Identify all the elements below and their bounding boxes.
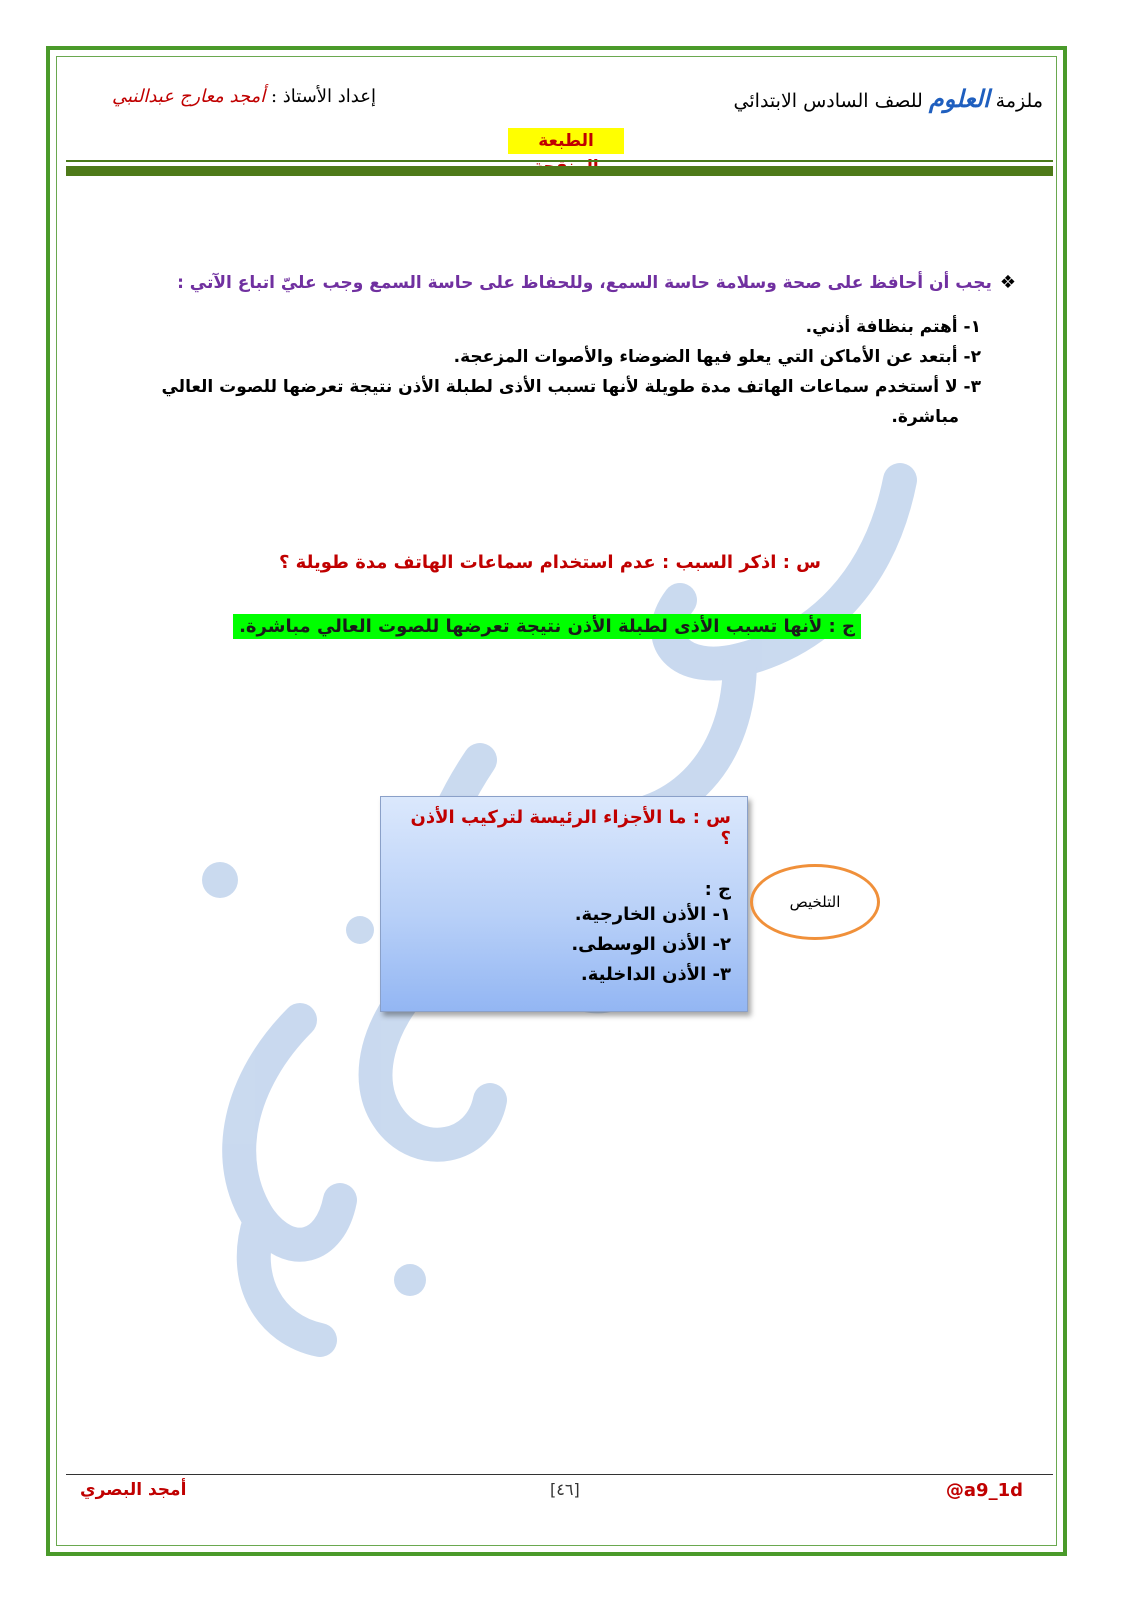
summary-box	[380, 796, 748, 1012]
prepared-by-label: إعداد الأستاذ :	[265, 86, 376, 107]
summary-label-text: التلخيص	[789, 893, 841, 911]
list-item: ٢- الأذن الوسطى.	[571, 934, 731, 955]
prepared-by	[112, 86, 376, 107]
summary-answer-label: ج :	[704, 879, 731, 900]
summary-oval-label	[750, 864, 880, 940]
grade-label: للصف السادس الابتدائي	[733, 90, 929, 112]
intro-statement	[177, 272, 1016, 293]
edition-badge: الطبعة	[508, 128, 624, 154]
header-divider-thick	[66, 166, 1053, 176]
footer-handle: @a9_1d	[945, 1480, 1023, 1501]
hearing-tips-list	[121, 312, 981, 432]
page-number: [٤٦]	[550, 1480, 580, 1499]
booklet-title	[734, 84, 1043, 113]
teacher-name: أمجد معارج عبدالنبي	[112, 86, 266, 107]
list-item: ٢- أبتعد عن الأماكن التي يعلو فيها الضوضاء والأصوات المزعجة.	[453, 347, 981, 367]
subject-name: العلوم	[928, 84, 990, 113]
list-item-continuation: مباشرة.	[891, 407, 959, 427]
booklet-prefix: ملزمة	[989, 90, 1043, 112]
list-item: ١- الأذن الخارجية.	[574, 904, 731, 925]
footer-divider	[66, 1474, 1053, 1475]
header-divider-thin	[66, 160, 1053, 162]
intro-text: يجب أن أحافظ على صحة وسلامة حاسة السمع، وللحفاظ على حاسة السمع وجب عليّ اتباع الآتي :	[177, 273, 992, 293]
list-item: ٣- الأذن الداخلية.	[580, 964, 731, 985]
diamond-bullet-icon: ❖	[999, 272, 1016, 293]
list-item: ٣- لا أستخدم سماعات الهاتف مدة طويلة لأنها تسبب الأذى لطبلة الأذن نتيجة تعرضها للصوت العالي	[161, 377, 981, 397]
summary-question: س : ما الأجزاء الرئيسة لتركيب الأذن ؟	[410, 807, 731, 849]
question-headphones: س : اذكر السبب : عدم استخدام سماعات الهاتف مدة طويلة ؟	[278, 552, 821, 573]
answer-headphones: ج : لأنها تسبب الأذى لطبلة الأذن نتيجة تعرضها للصوت العالي مباشرة.	[233, 614, 861, 639]
list-item: ١- أهتم بنظافة أذني.	[805, 317, 981, 337]
footer-author: أمجد البصري	[80, 1480, 187, 1500]
